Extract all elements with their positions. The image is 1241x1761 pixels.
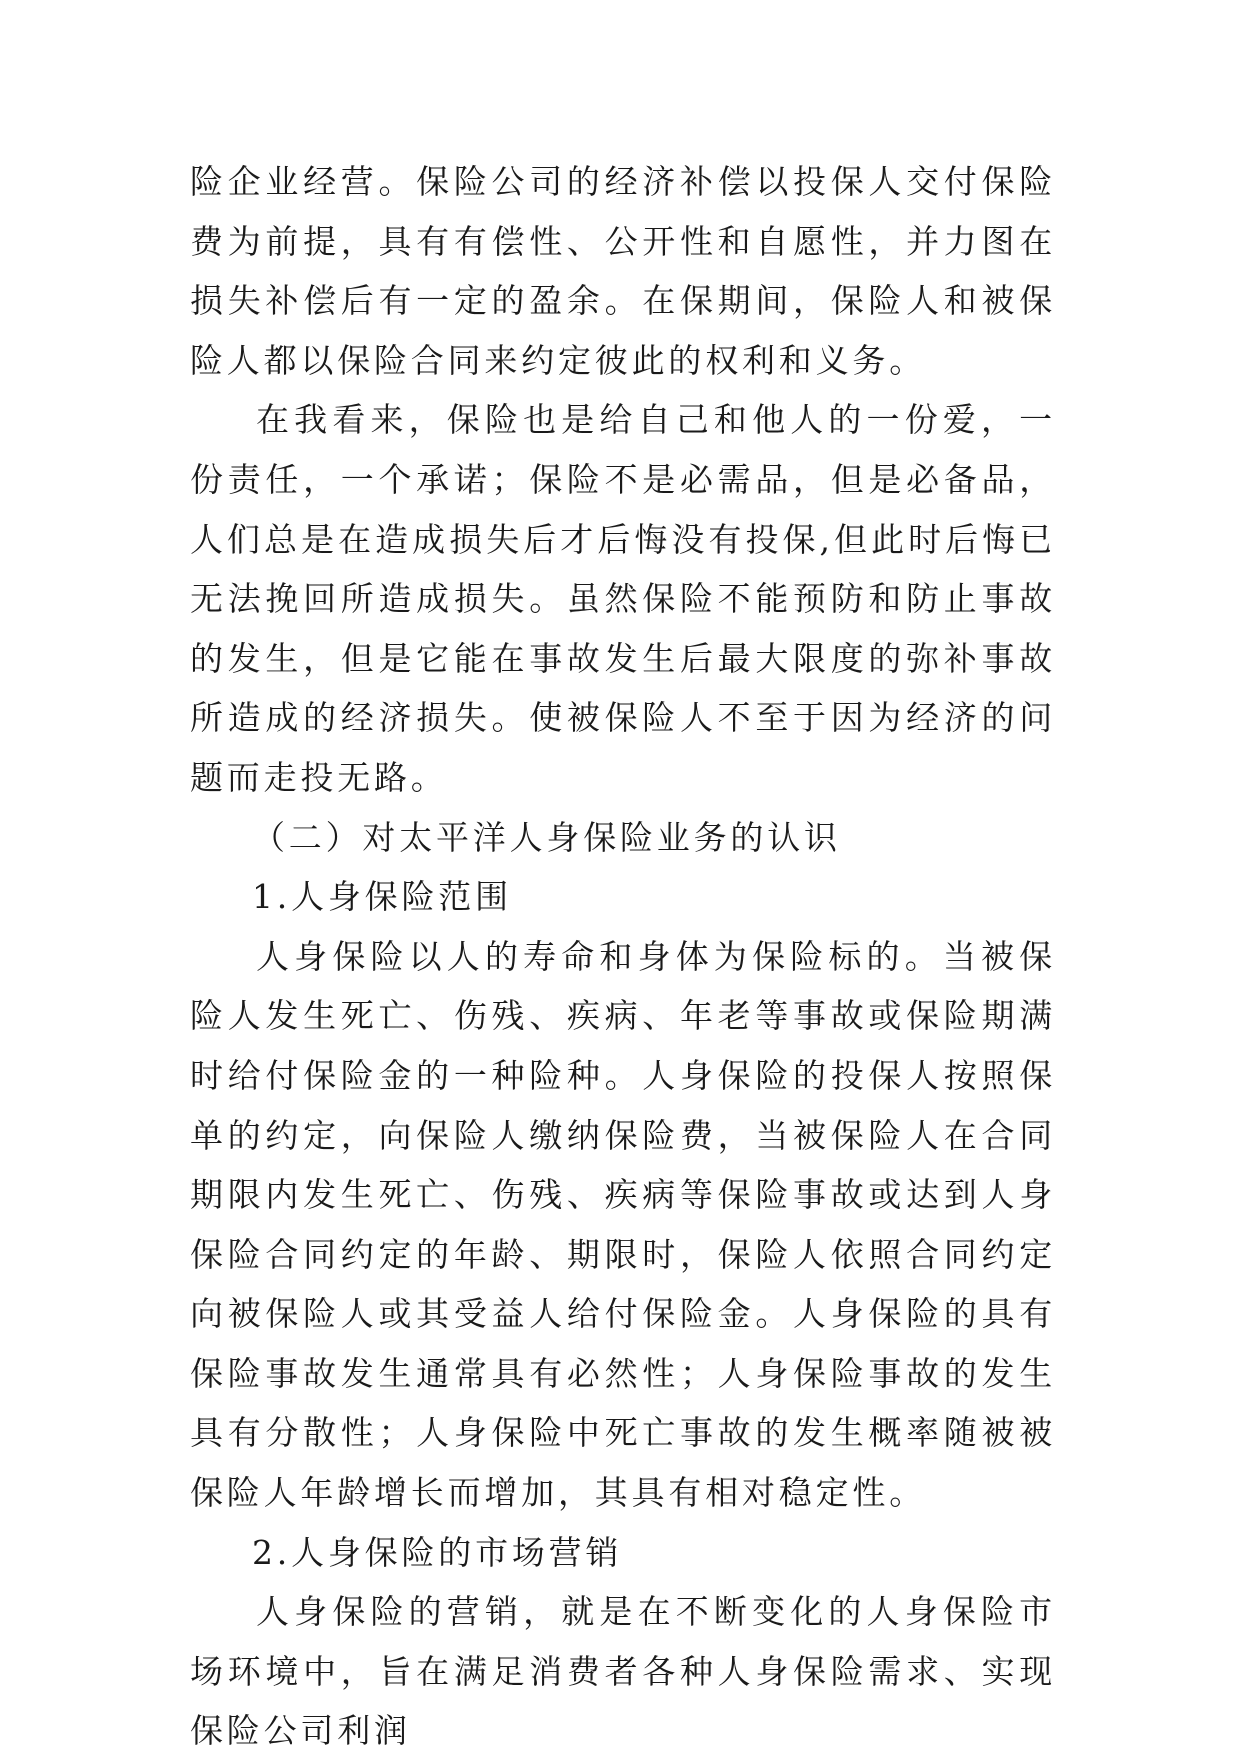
paragraph-scope: 人身保险以人的寿命和身体为保险标的。当被保险人发生死亡、伤残、疾病、年老等事故或保险期满时给付保险金的一种险种。人身保险的投保人按照保单的约定，向保险人缴纳保险费，当被保险人在合同期限内发生死亡、伤残、疾病等保险事故或达到人身保险合同约定的年龄、期限时，保险人依照合同约定向被保险人或其受益人给付保险金。人身保险的具有保险事故发生通常具有必然性；人身保险事故的发生具有分散性；人身保险中死亡事故的发生概率随被被保险人年龄增长而增加，其具有相对稳定性。 — [190, 936, 1056, 1513]
paragraph-marketing: 人身保险的营销，就是在不断变化的人身保险市场环境中，旨在满足消费者各种人身保险需求、实现保险公司利润 — [190, 1592, 1056, 1751]
paragraph-opinion: 在我看来，保险也是给自己和他人的一份爱，一份责任，一个承诺；保险不是必需品，但是必备品，人们总是在造成损失后才后悔没有投保,但此时后悔已无法挽回所造成损失。虽然保险不能预防和防止事故的发生，但是它能在事故发生后最大限度的弥补事故所造成的经济损失。使被保险人不至于因为经济的问题而走投无路。 — [190, 400, 1056, 797]
subsection-heading-2: 2.人身保险的市场营销 — [252, 1532, 623, 1572]
section-heading: （二）对太平洋人身保险业务的认识 — [252, 817, 841, 857]
document-body — [190, 152, 1056, 1761]
subsection-heading-1: 1.人身保险范围 — [252, 877, 512, 917]
paragraph-continued: 险企业经营。保险公司的经济补偿以投保人交付保险费为前提，具有有偿性、公开性和自愿性，并力图在损失补偿后有一定的盈余。在保期间，保险人和被保险人都以保险合同来约定彼此的权利和义务。 — [190, 162, 1056, 380]
